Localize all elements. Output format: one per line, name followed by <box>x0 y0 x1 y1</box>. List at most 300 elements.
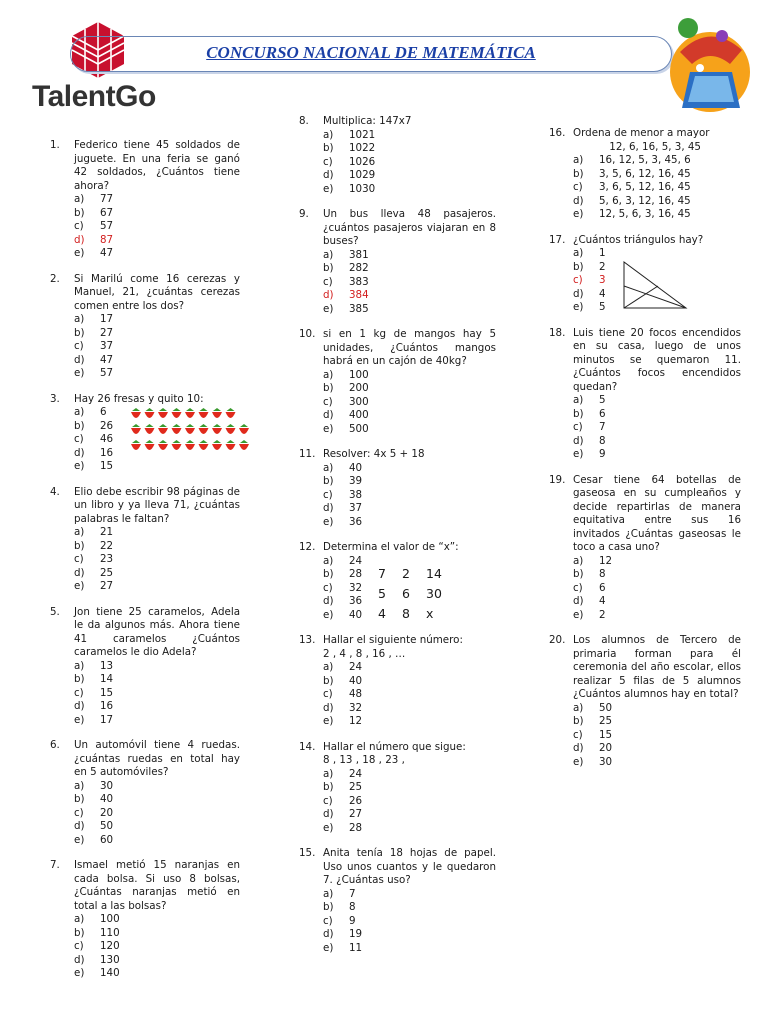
option-value: 26 <box>349 794 363 807</box>
option-value: 25 <box>100 566 114 579</box>
question-number: 19. <box>549 473 566 486</box>
option-value: 27 <box>349 808 363 820</box>
answer-option <box>299 702 496 716</box>
option-letter: a) <box>323 248 334 261</box>
option-letter: b) <box>74 419 85 432</box>
option-value: 5, 6, 3, 12, 16, 45 <box>599 194 691 207</box>
option-letter: e) <box>74 967 85 979</box>
answer-option <box>299 382 496 396</box>
grid-cell: 2 <box>402 566 410 581</box>
answer-option <box>299 688 496 702</box>
question <box>549 634 741 769</box>
option-letter: b) <box>74 793 85 805</box>
option-value: 26 <box>100 419 114 432</box>
answer-option <box>549 568 741 582</box>
question <box>50 606 240 728</box>
question <box>299 328 496 436</box>
answer-option <box>50 927 240 941</box>
question-text: Determina el valor de “x”: <box>323 541 459 553</box>
question-sequence: 2 , 4 , 8 , 16 , … <box>323 647 406 660</box>
option-value: 5 <box>599 301 606 313</box>
question-number: 9. <box>299 208 309 220</box>
option-value: 19 <box>349 928 363 940</box>
answer-option <box>549 421 741 435</box>
option-value: 200 <box>349 382 369 394</box>
answer-option <box>50 234 240 248</box>
option-value: 1 <box>599 247 606 259</box>
option-letter: b) <box>323 475 334 487</box>
answer-option <box>50 220 240 234</box>
strawberries-icon <box>130 406 254 456</box>
answer-option <box>50 967 240 981</box>
question <box>549 474 741 623</box>
option-letter: c) <box>74 433 84 445</box>
option-value: 48 <box>349 688 363 700</box>
question-number: 10. <box>299 328 316 340</box>
question-number: 2. <box>50 272 60 285</box>
option-letter: a) <box>74 913 85 925</box>
answer-option <box>50 687 240 701</box>
answer-option <box>50 313 240 327</box>
option-letter: b) <box>323 568 334 580</box>
option-value: 13 <box>100 659 114 672</box>
answer-option <box>549 742 741 756</box>
answer-option <box>549 729 741 743</box>
option-value: 4 <box>599 595 606 607</box>
option-letter: c) <box>74 553 84 565</box>
option-letter: c) <box>573 581 583 594</box>
option-letter: b) <box>573 715 584 727</box>
answer-option <box>299 715 496 729</box>
option-value: 3, 6, 5, 12, 16, 45 <box>599 181 691 193</box>
answer-option <box>50 820 240 834</box>
option-letter: d) <box>573 287 584 300</box>
option-letter: c) <box>323 275 333 288</box>
question-text: Un bus lleva 48 pasajeros. ¿cuántos pasajeros viajaran en 8 buses? <box>323 208 496 247</box>
option-value: 3 <box>599 274 606 286</box>
option-letter: d) <box>74 353 85 366</box>
option-letter: d) <box>323 595 334 607</box>
option-value: 24 <box>349 661 363 673</box>
answer-option <box>299 768 496 782</box>
answer-option <box>299 928 496 942</box>
option-value: 24 <box>349 767 363 780</box>
option-value: 282 <box>349 262 369 274</box>
answer-option <box>299 942 496 956</box>
option-value: 9 <box>349 914 356 927</box>
option-letter: c) <box>74 220 84 232</box>
question <box>299 634 496 729</box>
grid-cell: 6 <box>402 586 410 601</box>
option-value: 50 <box>599 701 613 714</box>
option-value: 2 <box>599 608 606 621</box>
option-letter: e) <box>573 448 584 460</box>
option-value: 384 <box>349 289 369 301</box>
option-letter: b) <box>74 326 85 339</box>
option-value: 7 <box>349 887 356 900</box>
answer-option <box>50 354 240 368</box>
option-value: 3, 5, 6, 12, 16, 45 <box>599 167 691 180</box>
option-value: 100 <box>349 368 369 381</box>
option-value: 21 <box>100 526 114 538</box>
option-letter: c) <box>323 794 333 807</box>
option-value: 4 <box>599 287 606 300</box>
option-letter: c) <box>573 728 583 741</box>
title-banner <box>70 36 672 72</box>
option-letter: a) <box>74 659 85 672</box>
option-value: 8 <box>349 901 356 913</box>
question-number: 13. <box>299 634 316 646</box>
grid-cell: 4 <box>378 606 386 621</box>
option-value: 36 <box>349 595 363 607</box>
logo-text: TalentGo <box>32 80 156 113</box>
option-letter: c) <box>323 155 333 168</box>
option-letter: d) <box>323 169 334 181</box>
grid-cell: 5 <box>378 586 386 601</box>
option-value: 383 <box>349 275 369 288</box>
option-value: 8 <box>599 568 606 580</box>
question <box>50 486 240 594</box>
option-value: 38 <box>349 488 363 501</box>
option-letter: e) <box>323 821 334 834</box>
option-letter: a) <box>323 767 334 780</box>
question-text: si en 1 kg de mangos hay 5 unidades, ¿Cuántos mangos habrá en un cajón de 40kg? <box>323 328 496 367</box>
option-letter: c) <box>74 940 84 952</box>
question <box>299 208 496 316</box>
question-text: Federico tiene 45 soldados de juguete. En una feria se ganó 42 soldados, ¿Cuántos tiene ahora? <box>74 139 240 192</box>
question-sequence: 8 , 13 , 18 , 23 , <box>323 754 405 766</box>
option-value: 67 <box>100 206 114 219</box>
answer-option <box>549 595 741 609</box>
answer-option <box>549 435 741 449</box>
option-value: 7 <box>599 421 606 433</box>
answer-option <box>299 675 496 689</box>
option-letter: b) <box>74 539 85 552</box>
option-value: 36 <box>349 515 363 528</box>
option-letter: b) <box>323 142 334 154</box>
question-text: Cesar tiene 64 botellas de gaseosa en su cumpleaños y decide repartirlas de manera equitativa entre sus 16 invitados ¿Cuántas gaseosas le toco a casa uno? <box>573 473 741 553</box>
option-letter: a) <box>74 526 85 538</box>
question-number: 20. <box>549 634 566 646</box>
option-letter: a) <box>323 461 334 474</box>
question-number: 17. <box>549 233 566 246</box>
answer-option <box>50 913 240 927</box>
answer-option <box>549 394 741 408</box>
answer-option <box>549 582 741 596</box>
option-letter: d) <box>573 742 584 754</box>
question-number: 7. <box>50 859 60 871</box>
option-letter: e) <box>74 247 85 259</box>
option-letter: c) <box>323 688 333 700</box>
option-value: 23 <box>100 553 114 565</box>
option-letter: d) <box>323 502 334 514</box>
option-value: 1029 <box>349 169 376 181</box>
answer-option <box>549 609 741 623</box>
question-number: 18. <box>549 326 566 339</box>
option-letter: d) <box>74 566 85 579</box>
option-letter: e) <box>573 301 584 313</box>
answer-option <box>50 714 240 728</box>
option-value: 120 <box>100 940 120 952</box>
answer-option <box>549 408 741 422</box>
option-value: 32 <box>349 701 363 714</box>
answer-option <box>299 303 496 317</box>
option-value: 500 <box>349 422 369 435</box>
question-number: 11. <box>299 448 316 460</box>
question <box>50 273 240 381</box>
option-letter: b) <box>74 926 85 939</box>
grid-cell: 14 <box>426 566 442 581</box>
option-value: 130 <box>100 953 120 966</box>
option-value: 6 <box>100 406 107 418</box>
answer-option <box>299 423 496 437</box>
answer-option <box>299 888 496 902</box>
option-letter: e) <box>323 302 334 315</box>
option-letter: b) <box>323 262 334 274</box>
option-value: 27 <box>100 326 114 339</box>
answer-option <box>299 276 496 290</box>
option-value: 1030 <box>349 182 376 195</box>
option-value: 57 <box>100 367 114 379</box>
question-text: ¿Cuántos triángulos hay? <box>573 233 704 246</box>
option-letter: d) <box>573 194 584 207</box>
answer-option <box>549 181 741 195</box>
question-number: 1. <box>50 139 60 151</box>
option-letter: e) <box>323 608 334 621</box>
option-value: 5 <box>599 394 606 406</box>
option-value: 50 <box>100 820 114 832</box>
question <box>50 859 240 981</box>
answer-option <box>299 262 496 276</box>
answer-option <box>299 183 496 197</box>
question-text: Si Marilú come 16 cerezas y Manuel, 21, ¿cuántas cerezas comen entre los dos? <box>74 272 240 312</box>
option-value: 6 <box>599 407 606 420</box>
answer-option <box>50 780 240 794</box>
grid-cell: x <box>426 606 434 621</box>
question-text: Resolver: 4x 5 + 18 <box>323 448 425 460</box>
triangles-figure <box>620 258 690 314</box>
question-number: 5. <box>50 605 60 618</box>
answer-option <box>549 756 741 770</box>
answer-option <box>50 567 240 581</box>
option-value: 15 <box>100 686 114 699</box>
answer-option <box>549 208 741 222</box>
answer-option <box>299 409 496 423</box>
answer-option <box>549 715 741 729</box>
answer-option <box>549 448 741 462</box>
question-text: Multiplica: 147x7 <box>323 115 412 127</box>
question-text: Elio debe escribir 98 páginas de un libro y ya lleva 71, ¿cuántas palabras le faltan? <box>74 485 240 525</box>
option-value: 57 <box>100 220 114 232</box>
answer-option <box>299 169 496 183</box>
question <box>50 139 240 261</box>
option-letter: e) <box>74 367 85 379</box>
option-value: 46 <box>100 433 114 445</box>
question <box>549 127 741 222</box>
option-value: 28 <box>349 821 363 834</box>
answer-option <box>50 340 240 354</box>
answer-option <box>50 327 240 341</box>
question-text: Luis tiene 20 focos encendidos en su casa, luego de unos minutos se quemaron 11. ¿Cuántos focos encendidos quedan? <box>573 326 741 393</box>
question-text: Anita tenía 18 hojas de papel. Uso unos cuantos y le quedaron 7. ¿Cuántas uso? <box>323 847 496 886</box>
answer-option <box>50 660 240 674</box>
option-letter: d) <box>74 233 85 246</box>
option-value: 40 <box>100 793 114 805</box>
answer-option <box>299 142 496 156</box>
question-text: Hay 26 fresas y quito 10: <box>74 392 204 405</box>
question-text: Ismael metió 15 naranjas en cada bolsa. Si uso 8 bolsas, ¿Cuántas naranjas metió en total a las bolsas? <box>74 859 240 912</box>
question-number: 14. <box>299 740 316 753</box>
option-value: 300 <box>349 395 369 408</box>
question-number: 16. <box>549 127 566 139</box>
question-text: Los alumnos de Tercero de primaria forman para él ceremonia del año escolar, ellos realizar 5 filas de 5 alumnos ¿Cuántos alumnos hay en total? <box>573 634 741 700</box>
option-letter: a) <box>573 701 584 714</box>
option-letter: e) <box>74 713 85 726</box>
option-letter: d) <box>323 409 334 421</box>
option-letter: e) <box>323 182 334 195</box>
option-value: 77 <box>100 193 114 205</box>
option-letter: d) <box>323 701 334 714</box>
math-mascot-icon <box>660 12 750 120</box>
answer-option <box>549 195 741 209</box>
option-letter: c) <box>74 806 84 819</box>
option-value: 60 <box>100 833 114 846</box>
answer-option <box>50 940 240 954</box>
answer-option <box>299 129 496 143</box>
option-letter: e) <box>573 608 584 621</box>
option-value: 17 <box>100 713 114 726</box>
option-value: 11 <box>349 941 363 954</box>
option-letter: a) <box>323 368 334 381</box>
option-letter: c) <box>573 181 583 193</box>
answer-option <box>299 396 496 410</box>
option-value: 39 <box>349 475 363 487</box>
question <box>50 739 240 847</box>
option-letter: d) <box>74 446 85 459</box>
answer-option <box>299 516 496 530</box>
answer-option <box>50 553 240 567</box>
option-letter: a) <box>323 554 334 567</box>
option-value: 381 <box>349 248 369 261</box>
option-letter: d) <box>74 700 85 712</box>
question <box>299 448 496 529</box>
answer-option <box>549 702 741 716</box>
answer-option <box>299 661 496 675</box>
option-value: 16 <box>100 700 114 712</box>
answer-option <box>299 289 496 303</box>
option-value: 15 <box>599 728 613 741</box>
option-value: 2 <box>599 260 606 273</box>
answer-option <box>299 795 496 809</box>
option-letter: c) <box>323 395 333 408</box>
option-letter: a) <box>323 887 334 900</box>
option-value: 20 <box>100 806 114 819</box>
column-3 <box>549 127 741 781</box>
option-letter: d) <box>74 820 85 832</box>
option-letter: a) <box>323 128 334 141</box>
option-value: 385 <box>349 302 369 315</box>
question-number: 3. <box>50 392 60 405</box>
option-value: 100 <box>100 913 120 925</box>
page-title: CONCURSO NACIONAL DE MATEMÁTICA <box>206 43 536 62</box>
answer-option <box>50 954 240 968</box>
option-value: 87 <box>100 233 114 246</box>
option-value: 1021 <box>349 128 376 141</box>
grid-cell: 30 <box>426 586 442 601</box>
option-letter: d) <box>323 808 334 820</box>
option-value: 28 <box>349 568 363 580</box>
option-letter: b) <box>323 781 334 793</box>
option-value: 47 <box>100 247 114 259</box>
answer-option <box>299 901 496 915</box>
option-letter: d) <box>323 289 334 301</box>
answer-option <box>549 168 741 182</box>
column-2 <box>299 115 496 967</box>
option-letter: e) <box>74 460 85 472</box>
option-letter: e) <box>573 208 584 220</box>
option-value: 24 <box>349 554 363 567</box>
option-letter: e) <box>74 833 85 846</box>
option-letter: c) <box>323 581 333 594</box>
option-letter: e) <box>573 755 584 768</box>
answer-option <box>299 822 496 836</box>
option-value: 30 <box>100 779 114 792</box>
option-value: 9 <box>599 448 606 460</box>
option-letter: d) <box>573 434 584 447</box>
option-value: 15 <box>100 460 114 472</box>
option-letter: b) <box>323 674 334 687</box>
question-text: Hallar el siguiente número: <box>323 634 463 646</box>
option-letter: a) <box>573 154 584 166</box>
option-letter: d) <box>74 953 85 966</box>
option-letter: b) <box>323 382 334 394</box>
answer-option <box>50 834 240 848</box>
option-letter: a) <box>74 779 85 792</box>
question-number: 8. <box>299 115 309 127</box>
option-value: 40 <box>349 461 363 474</box>
option-value: 400 <box>349 409 369 421</box>
option-letter: a) <box>74 313 85 325</box>
answer-option <box>299 369 496 383</box>
option-value: 30 <box>599 755 613 768</box>
answer-option <box>50 526 240 540</box>
option-letter: b) <box>323 901 334 913</box>
question-text: Ordena de menor a mayor <box>573 127 710 139</box>
option-value: 47 <box>100 353 114 366</box>
question-text: Jon tiene 25 caramelos, Adela le da algunos más. Ahora tiene 41 caramelos ¿Cuántos caramelos le dio Adela? <box>74 605 240 658</box>
option-value: 12 <box>349 715 363 727</box>
option-value: 22 <box>100 539 114 552</box>
question-number: 4. <box>50 485 60 498</box>
question <box>299 741 496 836</box>
answer-option <box>549 154 741 168</box>
question <box>299 115 496 196</box>
option-value: 140 <box>100 967 120 979</box>
option-letter: c) <box>573 274 583 286</box>
question-sequence: 12, 6, 16, 5, 3, 45 <box>609 140 701 153</box>
option-value: 16 <box>100 446 114 459</box>
answer-option <box>50 540 240 554</box>
question-text: Hallar el número que sigue: <box>323 740 466 753</box>
option-letter: a) <box>573 554 584 567</box>
question-number: 12. <box>299 541 316 553</box>
answer-option <box>299 156 496 170</box>
option-letter: e) <box>323 422 334 435</box>
answer-option <box>299 781 496 795</box>
answer-option <box>299 475 496 489</box>
option-value: 25 <box>349 781 363 793</box>
question-number: 6. <box>50 739 60 751</box>
